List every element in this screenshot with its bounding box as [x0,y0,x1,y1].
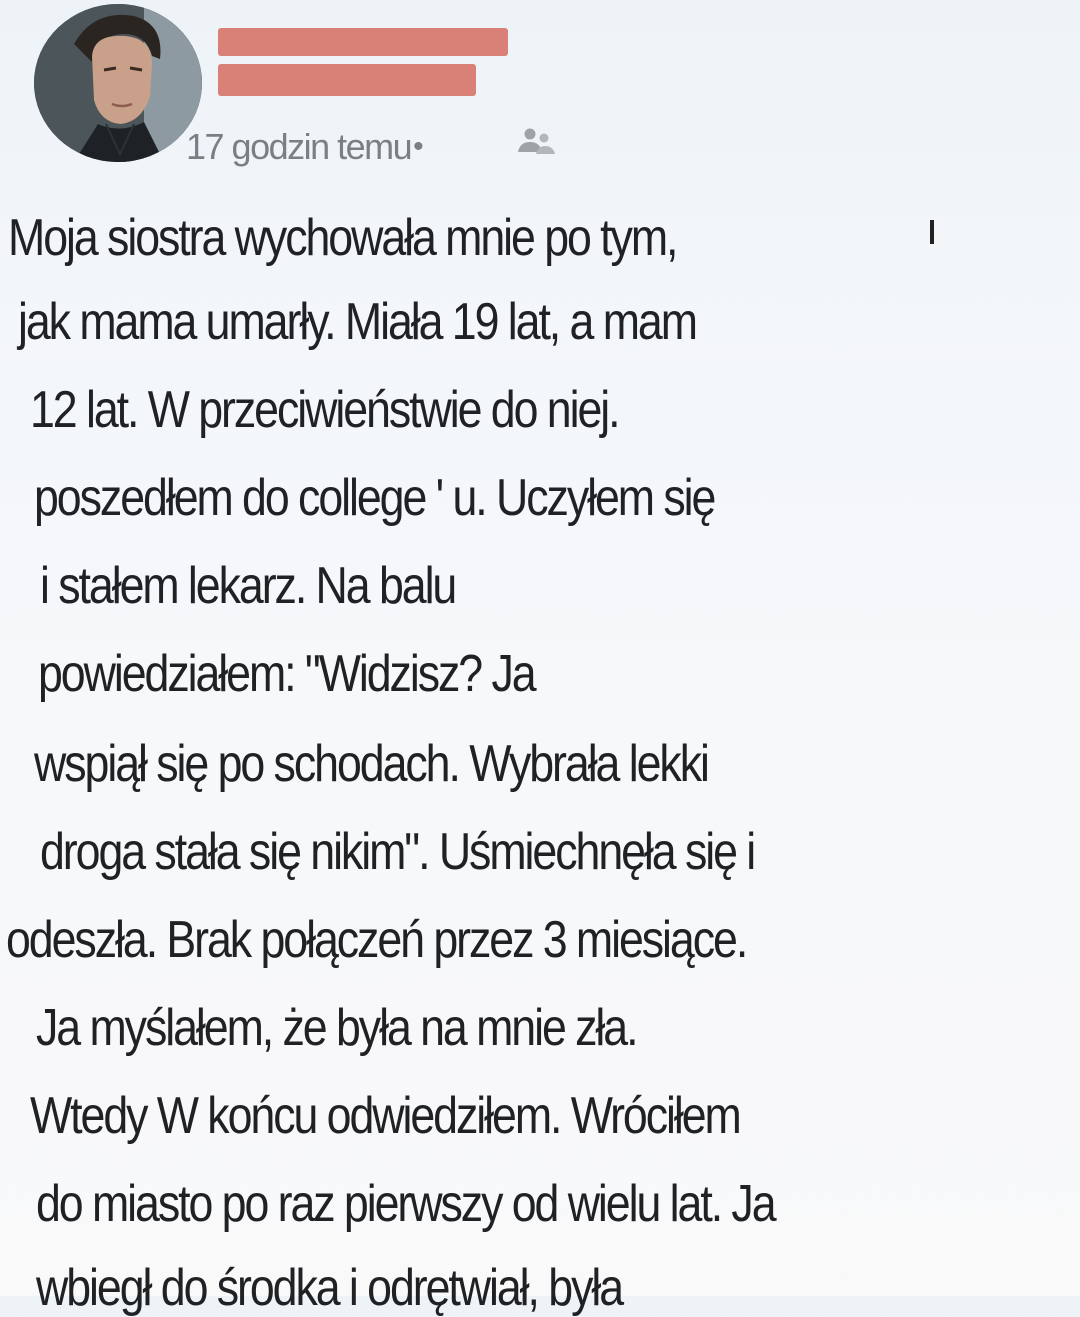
post-text-line: do miasto po raz pierwszy od wielu lat. Ja [36,1175,775,1233]
post-text-line: jak mama umarły. Miała 19 lat, a mam [18,293,696,351]
avatar[interactable] [34,4,202,162]
post-timestamp[interactable]: 17 godzin temu [186,126,412,167]
post-text-line: wbiegł do środka i odrętwiał, była [36,1259,623,1317]
post-text-line: powiedziałem: "Widzisz? Ja [38,645,535,703]
post-meta [186,124,422,170]
post-text-line: Moja siostra wychowała mnie po tym, [8,209,677,267]
avatar-photo-icon [34,4,202,162]
post-text-line: Ja myślałem, że była na mnie zła. [36,999,637,1057]
redaction-bar [218,28,508,56]
post-text-line: Wtedy W końcu odwiedziłem. Wróciłem [30,1087,740,1145]
meta-separator: • [413,130,423,163]
text-cursor [930,220,934,244]
post-text-line: 12 lat. W przeciwieństwie do niej. [30,381,619,439]
post-text-line: odeszła. Brak połączeń przez 3 miesiące. [6,911,747,969]
post-text-line: wspiął się po schodach. Wybrała lekki [34,735,708,793]
post-text-line: poszedłem do college ' u. Uczyłem się [34,469,715,527]
post-text-line: droga stała się nikim". Uśmiechnęła się i [40,823,755,881]
friends-icon[interactable] [512,124,558,162]
author-name-redacted [218,28,508,98]
redaction-bar [218,64,476,96]
post-text-line: i stałem lekarz. Na balu [40,557,456,615]
